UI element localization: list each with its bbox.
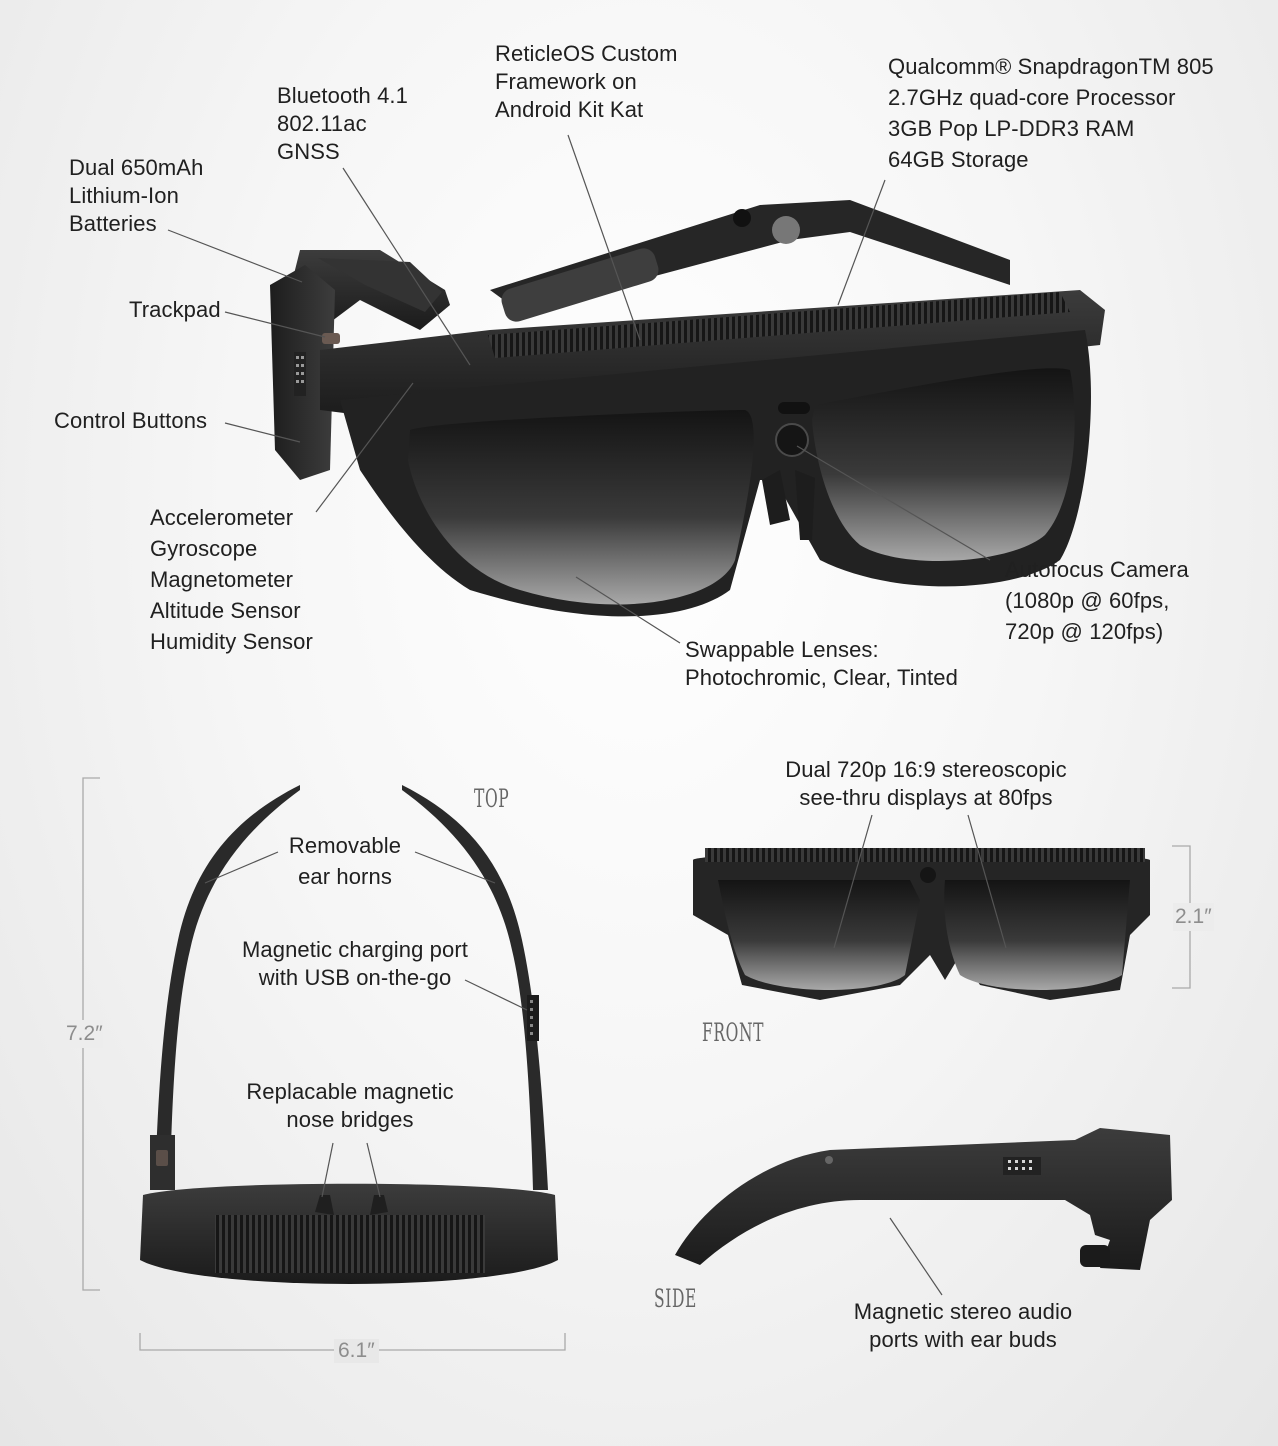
trackpad-label: Trackpad [129,297,221,322]
reticle-os-label: ReticleOS Custom Framework on Android Kit Kat [495,41,678,122]
autofocus-camera-label: Autofocus Camera (1080p @ 60fps, 720p @ 120fps) [1005,557,1189,644]
qualcomm-label: Qualcomm® SnapdragonTM 805 2.7GHz quad-core Processor 3GB Pop LP-DDR3 RAM 64GB Storage [888,54,1214,172]
sensors-label: Accelerometer Gyroscope Magnetometer Altitude Sensor Humidity Sensor [150,505,313,654]
side-view-label: SIDE [654,1284,697,1313]
batteries-label: Dual 650mAh Lithium-Ion Batteries [69,155,204,236]
camera-marker [776,424,808,456]
displays-label: Dual 720p 16:9 stereoscopic see-thru displays at 80fps [785,757,1067,810]
control-buttons-label: Control Buttons [54,408,208,433]
height-dimension-top-view: 7.2″ [66,1020,103,1048]
trackpad-marker [322,333,340,344]
side-view-glasses [675,1128,1172,1270]
charging-port-label: Magnetic charging port with USB on-the-go [242,937,468,990]
nose-bridges-label: Replacable magnetic nose bridges [246,1079,454,1132]
front-view-glasses [693,848,1150,1000]
ear-horns-label: Removable ear horns [288,833,402,889]
top-view-label: TOP [474,784,510,813]
height-dimension-front-view: 2.1″ [1173,903,1214,931]
front-view-label: FRONT [702,1018,765,1047]
width-dimension-top-view: 6.1″ [334,1339,379,1363]
swappable-lenses-label: Swappable Lenses: Photochromic, Clear, Tinted [685,637,958,690]
bluetooth-label: Bluetooth 4.1 802.11ac GNSS [277,83,408,164]
audio-ports-label: Magnetic stereo audio ports with ear buds [853,1299,1073,1352]
